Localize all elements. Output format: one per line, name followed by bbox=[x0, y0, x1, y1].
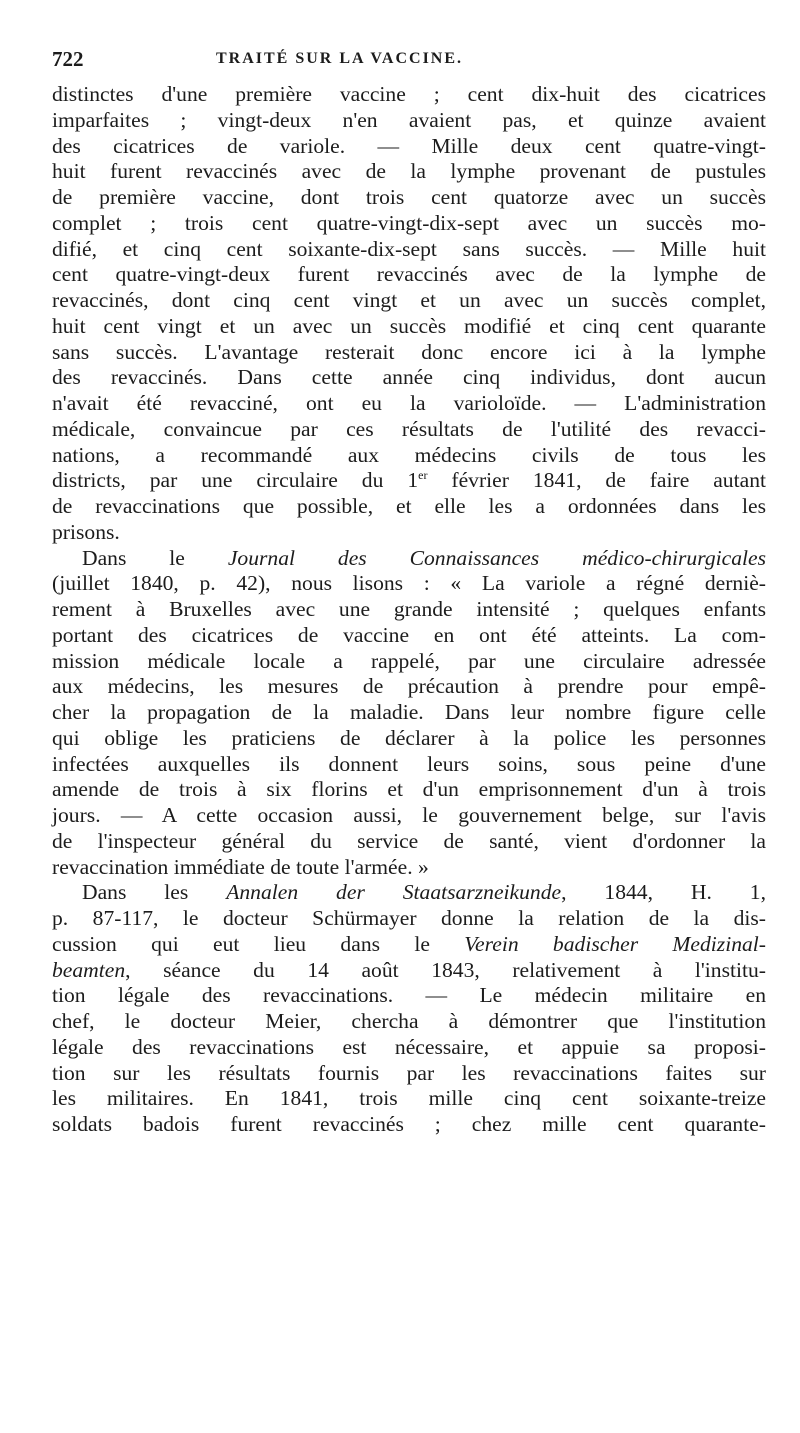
text-line bbox=[52, 597, 766, 623]
text-run: février 1841, de faire autant bbox=[427, 468, 766, 493]
page-number: 722 bbox=[52, 47, 84, 71]
text-line bbox=[52, 520, 766, 546]
text-run: jours. — A cette occasion aussi, le gouvernement belge, sur l'avis bbox=[52, 803, 766, 827]
italic-title: beamten bbox=[52, 957, 126, 982]
text-line bbox=[52, 134, 766, 160]
text-line bbox=[52, 1061, 766, 1087]
text-line bbox=[52, 468, 766, 494]
italic-title: Annalen der Staatsarzneikunde bbox=[226, 880, 562, 905]
text-line bbox=[52, 623, 766, 649]
text-run: cher la propagation de la maladie. Dans leur nombre figure celle bbox=[52, 700, 766, 724]
text-run: nations, a recommandé aux médecins civils de tous les bbox=[52, 442, 766, 467]
text-run: portant des cicatrices de vaccine en ont été atteints. La com- bbox=[52, 622, 766, 647]
text-run: distinctes d'une première vaccine ; cent dix-huit des cicatrices bbox=[52, 82, 766, 106]
text-run: , 1844, H. 1, bbox=[561, 880, 766, 905]
text-run: difié, et cinq cent soixante-dix-sept sans succès. — Mille huit bbox=[52, 236, 766, 261]
running-header bbox=[52, 44, 766, 74]
text-run: des revaccinés. Dans cette année cinq individus, dont aucun bbox=[52, 365, 766, 390]
text-run: revaccination immédiate de toute l'armée. » bbox=[52, 854, 429, 879]
text-run: prisons. bbox=[52, 519, 120, 544]
text-line bbox=[52, 82, 766, 108]
text-line bbox=[52, 880, 766, 906]
text-run: les militaires. En 1841, trois mille cinq cent soixante-treize bbox=[52, 1086, 766, 1111]
book-page bbox=[52, 44, 766, 1138]
body-text bbox=[52, 82, 766, 1138]
text-line bbox=[52, 546, 766, 572]
text-line bbox=[52, 443, 766, 469]
text-run: Dans les bbox=[82, 880, 227, 905]
text-run: huit furent revaccinés avec de la lymphe provenant de pustules bbox=[52, 159, 766, 184]
text-run: qui oblige les praticiens de déclarer à la police les personnes bbox=[52, 725, 766, 750]
text-run: cent quatre-vingt-deux furent revaccinés avec de la lymphe de bbox=[52, 262, 766, 287]
text-line bbox=[52, 726, 766, 752]
running-title: TRAITÉ SUR LA VACCINE. bbox=[216, 50, 464, 67]
text-run: aux médecins, les mesures de précaution à prendre pour empê- bbox=[52, 674, 766, 699]
text-line bbox=[52, 185, 766, 211]
text-run: imparfaites ; vingt-deux n'en avaient pas, et quinze avaient bbox=[52, 107, 766, 132]
text-run: des cicatrices de variole. — Mille deux cent quatre-vingt- bbox=[52, 133, 766, 158]
text-run: complet ; trois cent quatre-vingt-dix-sept avec un succès mo- bbox=[52, 210, 766, 235]
text-line bbox=[52, 1086, 766, 1112]
text-line bbox=[52, 983, 766, 1009]
text-line bbox=[52, 237, 766, 263]
text-line bbox=[52, 906, 766, 932]
text-line bbox=[52, 1009, 766, 1035]
text-line bbox=[52, 262, 766, 288]
text-line bbox=[52, 932, 766, 958]
text-run: médicale, convaincue par ces résultats de l'utilité des revacci- bbox=[52, 416, 766, 441]
text-run: , séance du 14 août 1843, relativement à l'institu- bbox=[125, 957, 766, 982]
text-line bbox=[52, 159, 766, 185]
text-line bbox=[52, 674, 766, 700]
text-line bbox=[52, 803, 766, 829]
text-line bbox=[52, 752, 766, 778]
text-run: p. 87-117, le docteur Schürmayer donne la relation de la dis- bbox=[52, 906, 766, 930]
text-run: légale des revaccinations est nécessaire, et appuie sa proposi- bbox=[52, 1034, 766, 1059]
text-run: soldats badois furent revaccinés ; chez mille cent quarante- bbox=[52, 1112, 766, 1136]
text-line bbox=[52, 829, 766, 855]
text-run: Dans le bbox=[82, 545, 228, 570]
italic-title: Journal des Connaissances médico-chirurgicales bbox=[227, 545, 766, 570]
text-run: amende de trois à six florins et d'un emprisonnement d'un à trois bbox=[52, 777, 766, 802]
text-run: de revaccinations que possible, et elle les a ordonnées dans les bbox=[52, 494, 766, 518]
text-line bbox=[52, 365, 766, 391]
text-line bbox=[52, 340, 766, 366]
text-line bbox=[52, 700, 766, 726]
text-run: revaccinés, dont cinq cent vingt et un avec un succès complet, bbox=[52, 288, 766, 312]
text-run: chef, le docteur Meier, chercha à démontrer que l'institution bbox=[52, 1009, 766, 1033]
text-run: infectées auxquelles ils donnent leurs soins, sous peine d'une bbox=[52, 751, 766, 776]
text-run: districts, par une circulaire du 1 bbox=[52, 468, 419, 493]
text-line bbox=[52, 958, 766, 984]
text-run: de l'inspecteur général du service de santé, vient d'ordonner la bbox=[52, 828, 766, 853]
text-line bbox=[52, 1112, 766, 1138]
text-line bbox=[52, 571, 766, 597]
superscript: er bbox=[418, 468, 428, 483]
text-line bbox=[52, 855, 766, 881]
text-line bbox=[52, 211, 766, 237]
text-run: n'avait été revacciné, ont eu la varioloïde. — L'administration bbox=[52, 391, 766, 415]
text-line bbox=[52, 288, 766, 314]
text-run: tion sur les résultats fournis par les revaccinations faites sur bbox=[52, 1060, 766, 1085]
text-line bbox=[52, 108, 766, 134]
text-run: mission médicale locale a rappelé, par une circulaire adressée bbox=[52, 648, 766, 673]
text-run: (juillet 1840, p. 42), nous lisons : « La variole a régné derniè- bbox=[52, 571, 766, 596]
text-run: de première vaccine, dont trois cent quatorze avec un succès bbox=[52, 185, 766, 209]
text-line bbox=[52, 494, 766, 520]
text-line bbox=[52, 391, 766, 417]
italic-title: Verein badischer Medizinal- bbox=[464, 931, 766, 956]
text-line bbox=[52, 649, 766, 675]
text-run: sans succès. L'avantage resterait donc encore ici à la lymphe bbox=[52, 339, 766, 364]
text-run: cussion qui eut lieu dans le bbox=[52, 931, 465, 956]
text-line bbox=[52, 314, 766, 340]
text-line bbox=[52, 777, 766, 803]
text-run: huit cent vingt et un avec un succès modifié et cinq cent quarante bbox=[52, 313, 766, 338]
text-line bbox=[52, 417, 766, 443]
text-run: tion légale des revaccinations. — Le médecin militaire en bbox=[52, 983, 766, 1008]
text-run: rement à Bruxelles avec une grande intensité ; quelques enfants bbox=[52, 597, 766, 621]
text-line bbox=[52, 1035, 766, 1061]
